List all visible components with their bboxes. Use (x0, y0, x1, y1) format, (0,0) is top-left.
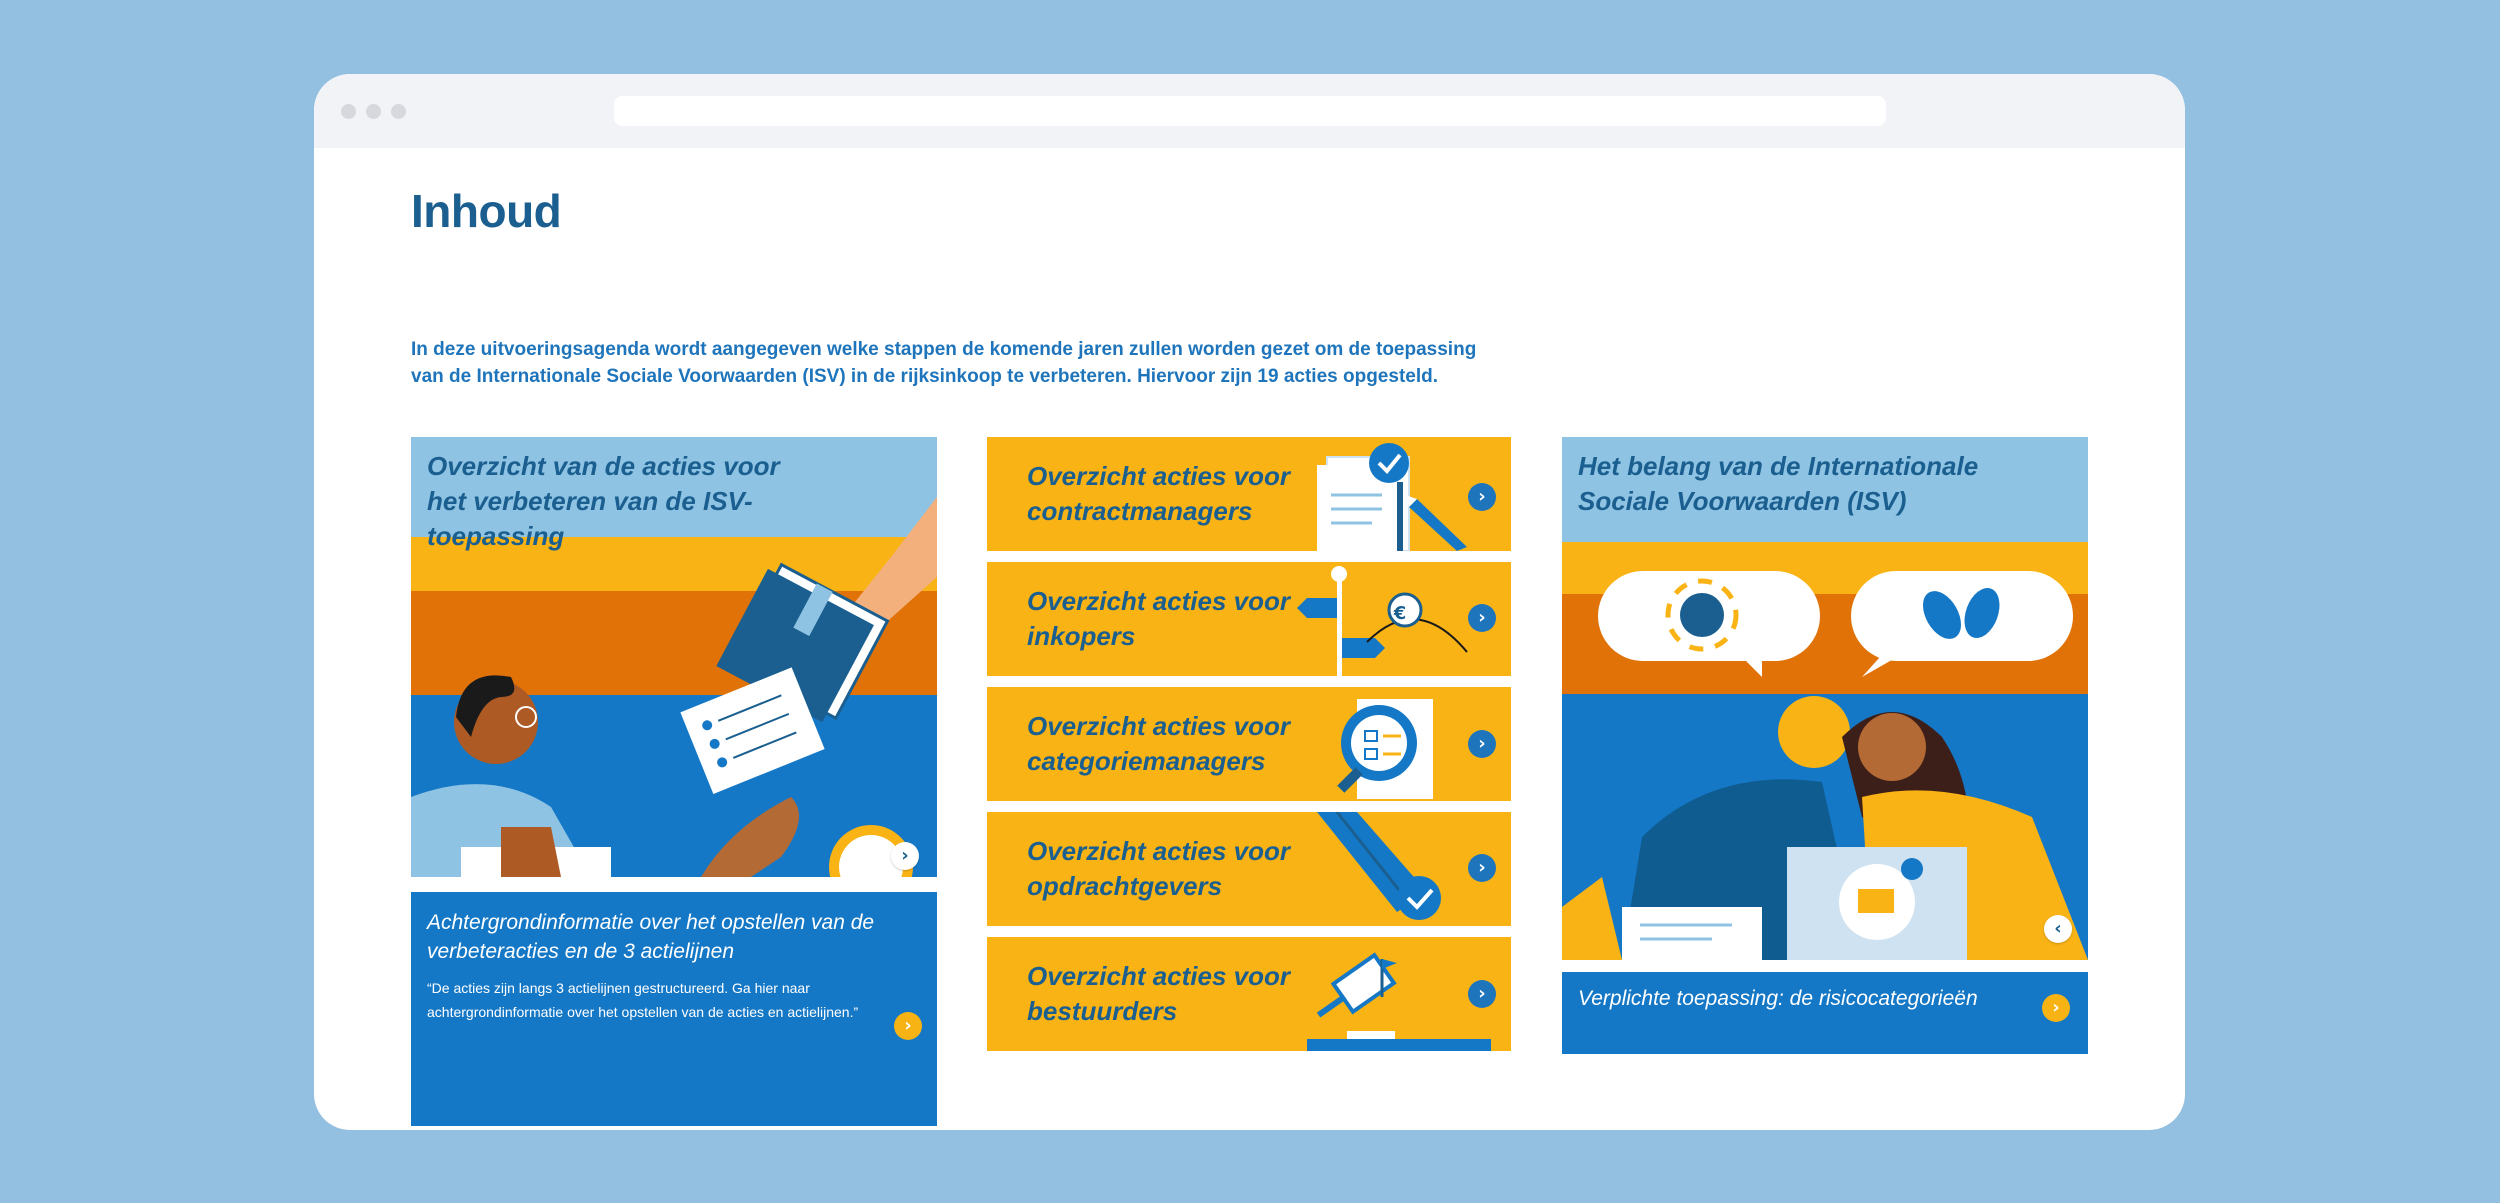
window-dot-icon[interactable] (391, 104, 406, 119)
risk-categories-title: Verplichte toepassing: de risicocategorieën (1578, 987, 1978, 1010)
risk-categories-panel[interactable] (1562, 972, 2088, 1054)
action-label-inkopers: Overzicht acties voor inkopers (1027, 586, 1290, 651)
action-card-bestuurders[interactable] (987, 937, 1511, 1051)
action-card-inkopers[interactable] (987, 562, 1511, 676)
action-label-opdrachtgevers: Overzicht acties voor opdrachtgevers (1027, 836, 1290, 901)
intro-text: In deze uitvoeringsagenda wordt aangegeven welke stappen de komende jaren zullen worden gezet om de toepassing van de Internationale Sociale Voorwaarden (ISV) in de rijksinkoop te verbeteren. Hiervoor zijn 19 acties opgesteld. (411, 339, 1477, 387)
isv-importance-card-title: Het belang van de Internationale Sociale Voorwaarden (ISV) (1578, 451, 1979, 516)
window-dot-icon[interactable] (366, 104, 381, 119)
address-bar[interactable] (614, 96, 1886, 126)
action-label-contractmanagers: Overzicht acties voor contractmanagers (1027, 461, 1290, 526)
isv-actions-card-title: Overzicht van de acties voor het verbeteren van de ISV-toepassing (427, 451, 780, 551)
action-card-contractmanagers[interactable] (987, 437, 1511, 551)
next-arrow-icon[interactable]: › (1468, 483, 1496, 511)
isv-importance-card[interactable] (1562, 437, 2088, 1126)
next-arrow-icon[interactable]: › (894, 1012, 922, 1040)
action-card-opdrachtgevers[interactable] (987, 812, 1511, 926)
isv-actions-card[interactable] (411, 437, 937, 1126)
window-dot-icon[interactable] (341, 104, 356, 119)
browser-titlebar (314, 74, 2185, 148)
euro-icon: € (1393, 603, 1407, 624)
action-label-categoriemanagers: Overzicht acties voor categoriemanagers (1027, 711, 1290, 776)
background-info-title: Achtergrondinformatie over het opstellen van de verbeteracties en de 3 actielijnen (427, 911, 875, 963)
next-arrow-icon[interactable]: › (2042, 994, 2070, 1022)
action-label-bestuurders: Overzicht acties voor bestuurders (1027, 961, 1290, 1026)
action-card-categoriemanagers[interactable] (987, 687, 1511, 801)
prev-arrow-icon[interactable]: ‹ (2044, 915, 2072, 943)
browser-window (314, 74, 2185, 1130)
next-arrow-icon[interactable]: › (1468, 854, 1496, 882)
next-arrow-icon[interactable]: › (1468, 604, 1496, 632)
background-info-panel[interactable] (411, 892, 937, 1126)
next-arrow-icon[interactable]: › (1468, 980, 1496, 1008)
page-title: Inhoud (411, 185, 562, 237)
next-arrow-icon[interactable]: › (1468, 730, 1496, 758)
next-arrow-icon[interactable]: › (891, 842, 919, 870)
background-info-text: “De acties zijn langs 3 actielijnen gestructureerd. Ga hier naar achtergrondinformatie over het opstellen van de acties en actielijnen.” (427, 980, 859, 1020)
